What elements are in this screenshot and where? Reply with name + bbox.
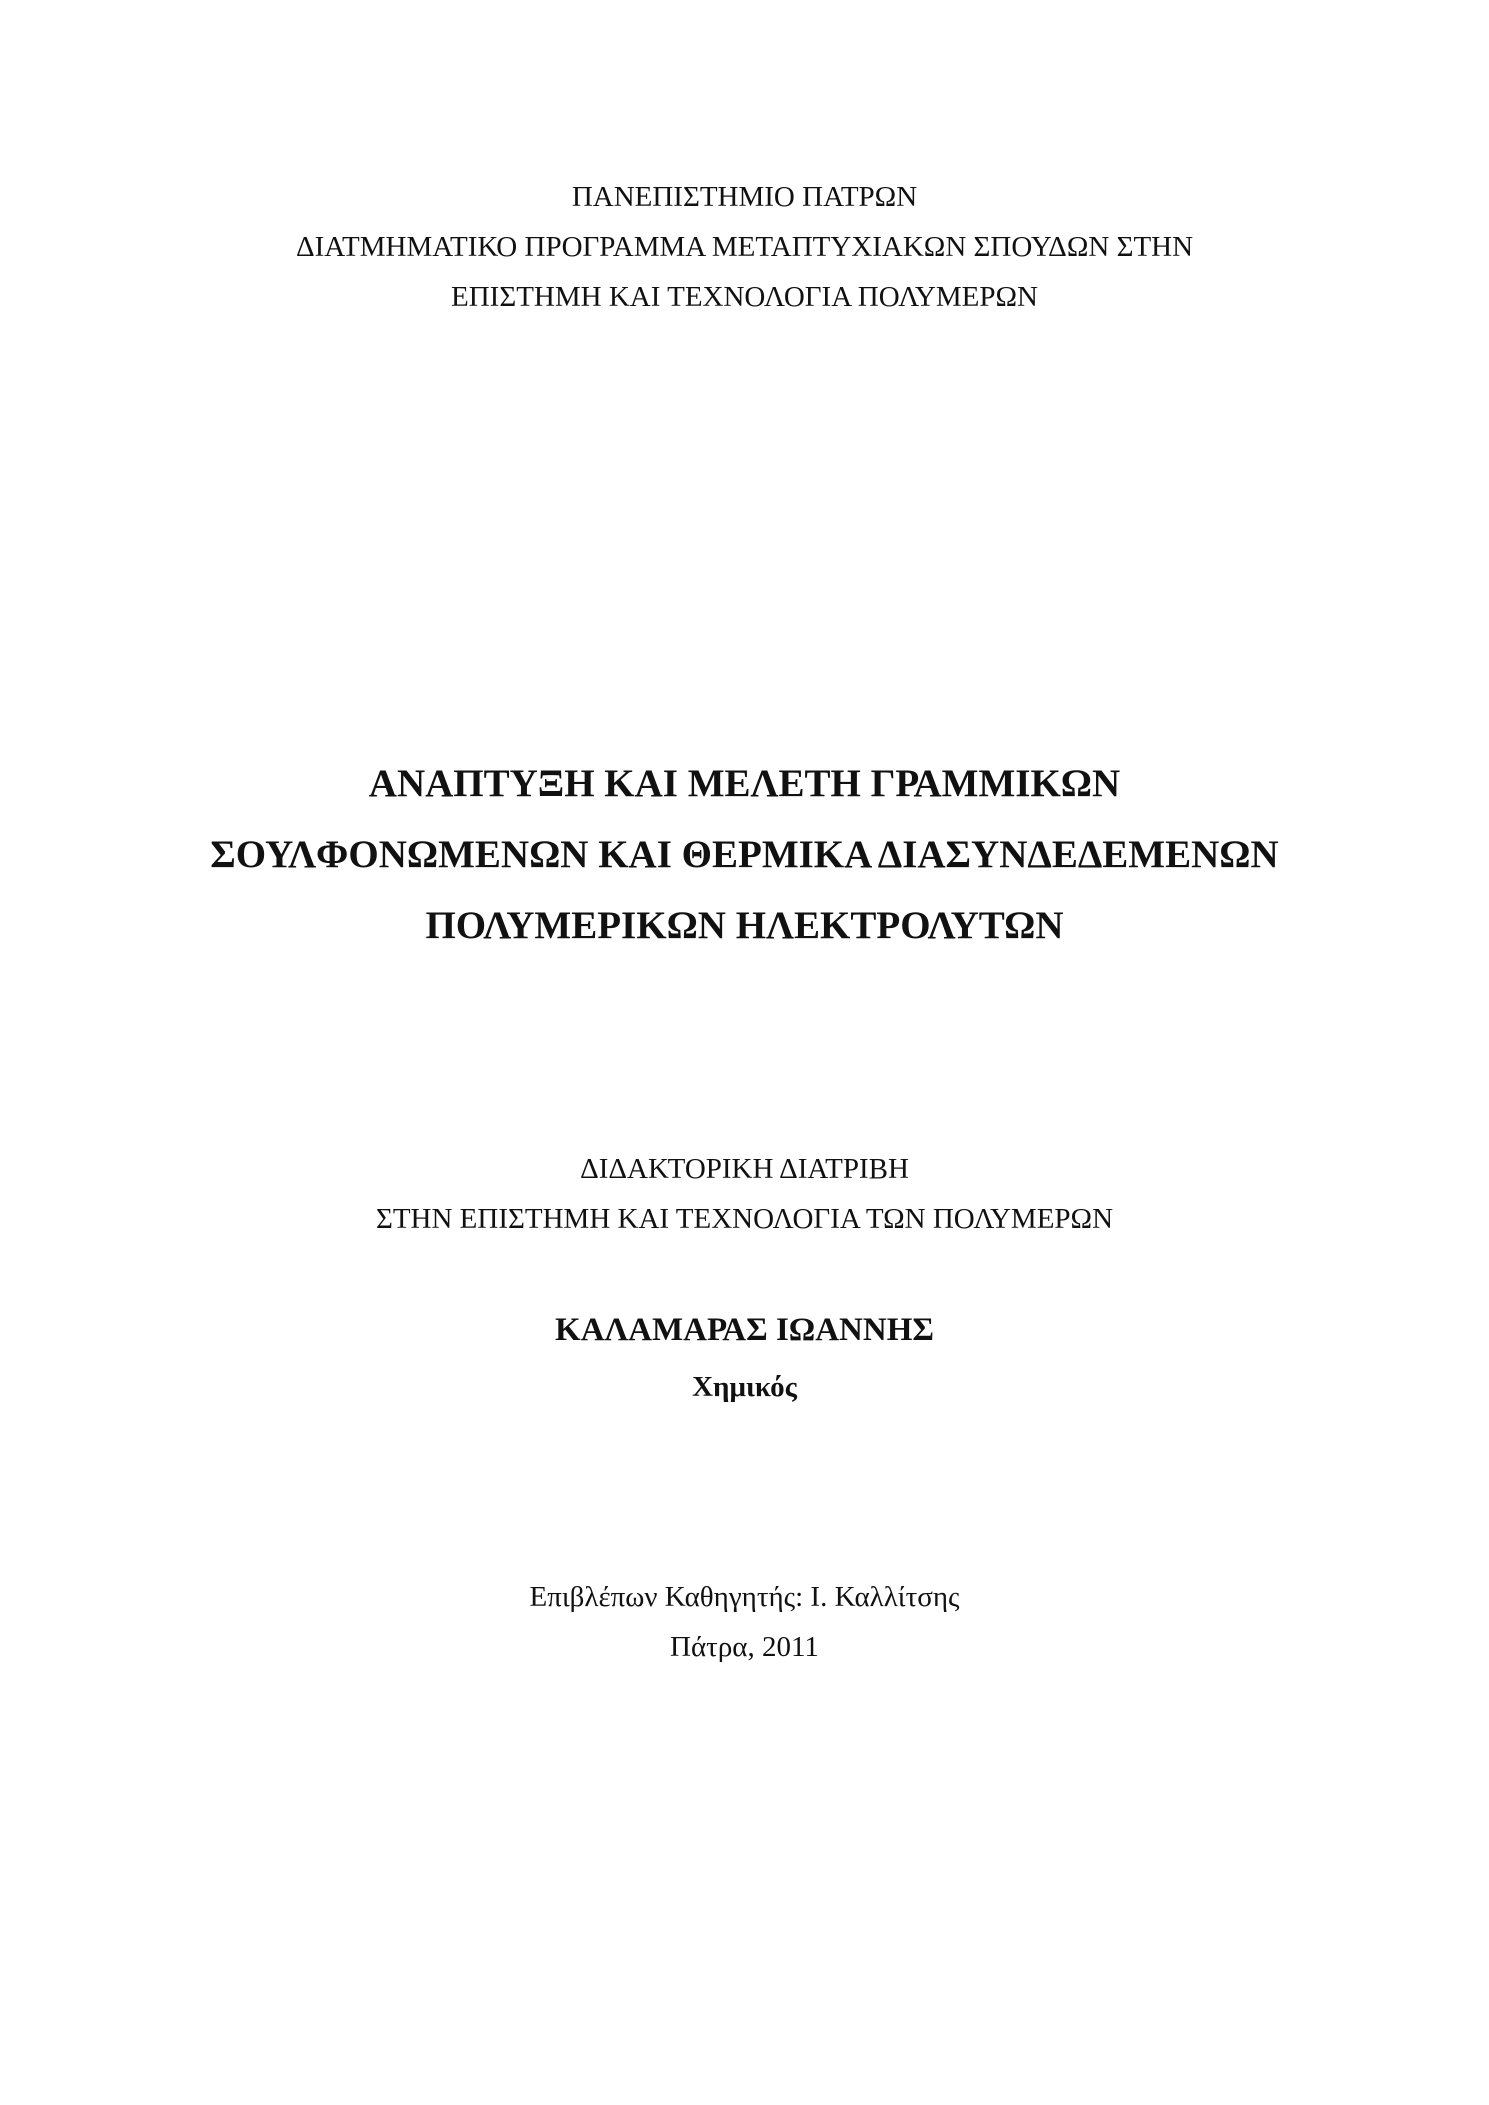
program-name-line-1: ΔΙΑΤΜΗΜΑΤΙΚΟ ΠΡΟΓΡΑΜΜΑ ΜΕΤΑΠΤΥΧΙΑΚΩΝ ΣΠΟΥΔΩΝ ΣΤΗΝ [295,231,1194,263]
author-role: Χημικός [692,1371,797,1403]
thesis-title-line-2: ΣΟΥΛΦΟΝΩΜΕΝΩΝ ΚΑΙ ΘΕΡΜΙΚΑ ΔΙΑΣΥΝΔΕΔΕΜΕΝΩΝ [210,833,1279,876]
thesis-title-line-1: ΑΝΑΠΤΥΞΗ ΚΑΙ ΜΕΛΕΤΗ ΓΡΑΜΜΙΚΩΝ [368,762,1121,805]
degree-field: ΣΤΗΝ ΕΠΙΣΤΗΜΗ ΚΑΙ ΤΕΧΝΟΛΟΓΙΑ ΤΩΝ ΠΟΛΥΜΕΡΩΝ [375,1203,1114,1235]
university-header [0,172,1489,322]
degree-description [0,1144,1489,1244]
thesis-title [0,748,1489,961]
author-name: ΚΑΛΑΜΑΡΑΣ ΙΩΑΝΝΗΣ [555,1312,934,1348]
thesis-title-line-3: ΠΟΛΥΜΕΡΙΚΩΝ ΗΛΕΚΤΡΟΛΥΤΩΝ [425,904,1064,947]
supervisor-and-date [0,1572,1489,1672]
place-date: Πάτρα, 2011 [670,1631,819,1663]
program-name-line-2: ΕΠΙΣΤΗΜΗ ΚΑΙ ΤΕΧΝΟΛΟΓΙΑ ΠΟΛΥΜΕΡΩΝ [451,281,1038,313]
degree-type: ΔΙΔΑΚΤΟΡΙΚΗ ΔΙΑΤΡΙΒΗ [580,1153,909,1185]
supervisor: Επιβλέπων Καθηγητής: Ι. Καλλίτσης [529,1581,960,1613]
university-name: ΠΑΝΕΠΙΣΤΗΜΙΟ ΠΑΤΡΩΝ [571,181,918,213]
